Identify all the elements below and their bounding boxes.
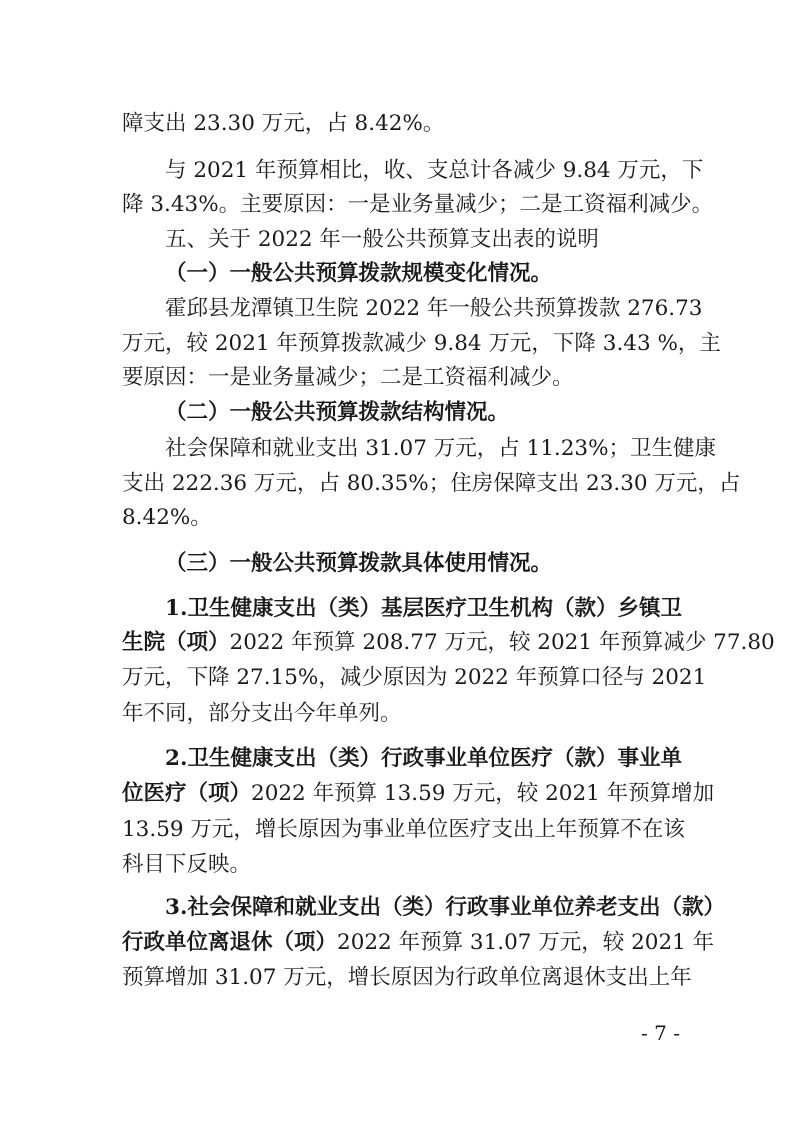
text-line-19 [122,779,715,809]
section-heading-5: 五、关于 2022 年一般公共预算支出表的说明 [165,227,599,252]
text-line-11: 支出 222.36 万元，占 80.35%；住房保障支出 23.30 万元，占 [122,471,741,496]
text-line-3: 降 3.43%。主要原因：一是业务量减少；二是工资福利减少。 [122,192,714,217]
text-line-7: 万元，较 2021 年预算拨款减少 9.84 万元，下降 3.43 %，主 [122,331,721,356]
text-line-16: 万元，下降 27.15%，减少原因为 2022 年预算口径与 2021 [122,665,707,690]
text-line-17: 年不同，部分支出今年单列。 [122,701,402,726]
item-1-title-end: 生院（项） [122,630,230,655]
subheading-2: （二）一般公共预算拨款结构情况。 [165,400,510,425]
text-line-24: 预算增加 31.07 万元，增长原因为行政单位离退休支出上年 [122,965,692,990]
page-number: - 7 - [641,1021,680,1045]
text-line-21: 科目下反映。 [122,852,252,877]
text-line-23 [122,928,715,958]
item-1-text: 2022 年预算 208.77 万元，较 2021 年预算减少 77.80 [229,630,775,655]
item-2-title: 2.卫生健康支出（类）行政事业单位医疗（款）事业单 [165,746,682,771]
text-line-12: 8.42%。 [122,505,212,530]
item-2-text: 2022 年预算 13.59 万元，较 2021 年预算增加 [251,781,715,806]
text-line-1: 障支出 23.30 万元，占 8.42%。 [122,111,445,136]
subheading-1: （一）一般公共预算拨款规模变化情况。 [165,261,553,286]
text-line-15 [122,628,775,658]
item-2-title-end: 位医疗（项） [122,781,252,806]
item-3-text: 2022 年预算 31.07 万元，较 2021 年 [337,930,715,955]
item-3-title-end: 行政单位离退休（项） [122,930,338,955]
text-line-10: 社会保障和就业支出 31.07 万元，占 11.23%；卫生健康 [165,436,717,461]
item-3-title: 3.社会保障和就业支出（类）行政事业单位养老支出（款） [165,895,725,920]
text-line-20: 13.59 万元，增长原因为事业单位医疗支出上年预算不在该 [122,817,685,842]
item-1-title: 1.卫生健康支出（类）基层医疗卫生机构（款）乡镇卫 [165,596,682,621]
text-line-6: 霍邱县龙潭镇卫生院 2022 年一般公共预算拨款 276.73 [165,296,703,321]
text-line-2: 与 2021 年预算相比，收、支总计各减少 9.84 万元，下 [165,158,704,183]
text-line-8: 要原因：一是业务量减少；二是工资福利减少。 [122,365,574,390]
subheading-3: （三）一般公共预算拨款具体使用情况。 [165,551,553,576]
